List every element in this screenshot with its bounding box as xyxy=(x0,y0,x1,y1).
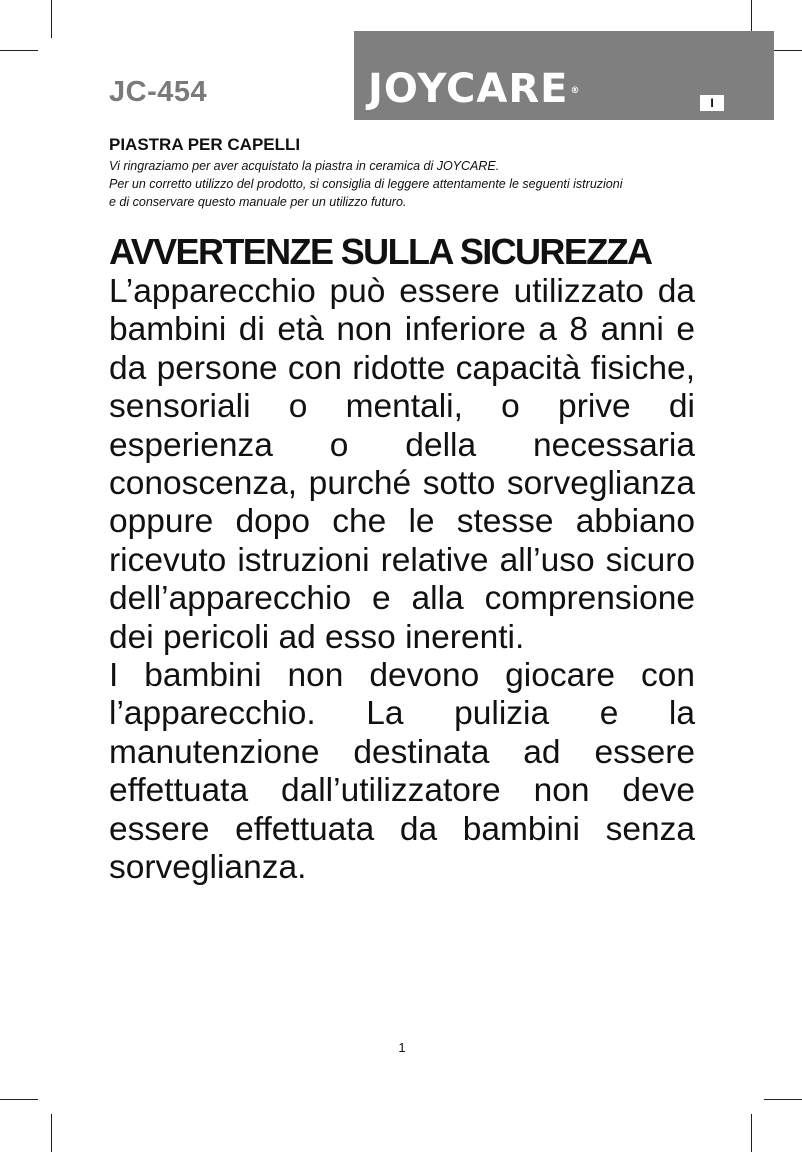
crop-mark-bottom-right-horizontal xyxy=(764,1099,802,1100)
brand-name: JOYCARE xyxy=(368,66,569,112)
brand-banner xyxy=(354,31,774,120)
crop-mark-bottom-left-vertical xyxy=(51,1114,52,1152)
page-number: 1 xyxy=(398,1040,406,1055)
intro-text xyxy=(109,157,699,211)
registered-mark: ® xyxy=(570,86,581,96)
body-paragraph: L’apparecchio può essere utilizzato da bambini di età non inferiore a 8 anni e da persone con ridotte capacità fisiche, sensoriali o mentali, o prive di esperienza o della necessaria conoscenza, purché sotto sorveglianza oppure dopo che le stesse abbiano ricevuto istruzioni relative all’uso sicuro dell’apparecchio e alla comprensione dei pericoli ad esso inerenti. xyxy=(109,273,695,656)
section-heading: AVVERTENZE SULLA SICUREZZA xyxy=(109,231,652,272)
intro-line: Vi ringraziamo per aver acquistato la piastra in ceramica di JOYCARE. xyxy=(109,159,500,173)
intro-line: Per un corretto utilizzo del prodotto, si consiglia di leggere attentamente le seguenti istruzioni xyxy=(109,177,623,191)
crop-mark-top-left-vertical xyxy=(51,0,52,38)
body-paragraph: I bambini non devono giocare con l’apparecchio. La pulizia e la manutenzione destinata ad essere effettuata dall’utilizzatore non deve essere effettuata da bambini senza sorveglianza. xyxy=(109,657,695,887)
intro-line: e di conservare questo manuale per un utilizzo futuro. xyxy=(109,195,407,209)
crop-mark-top-left-horizontal xyxy=(0,50,38,51)
crop-mark-bottom-right-vertical xyxy=(751,1114,752,1152)
section-body xyxy=(109,273,695,888)
crop-mark-bottom-left-horizontal xyxy=(0,1099,38,1100)
brand-logo xyxy=(368,66,581,112)
product-title: PIASTRA PER CAPELLI xyxy=(109,135,301,154)
language-tab: I xyxy=(700,95,724,111)
model-number: JC-454 xyxy=(109,76,208,108)
